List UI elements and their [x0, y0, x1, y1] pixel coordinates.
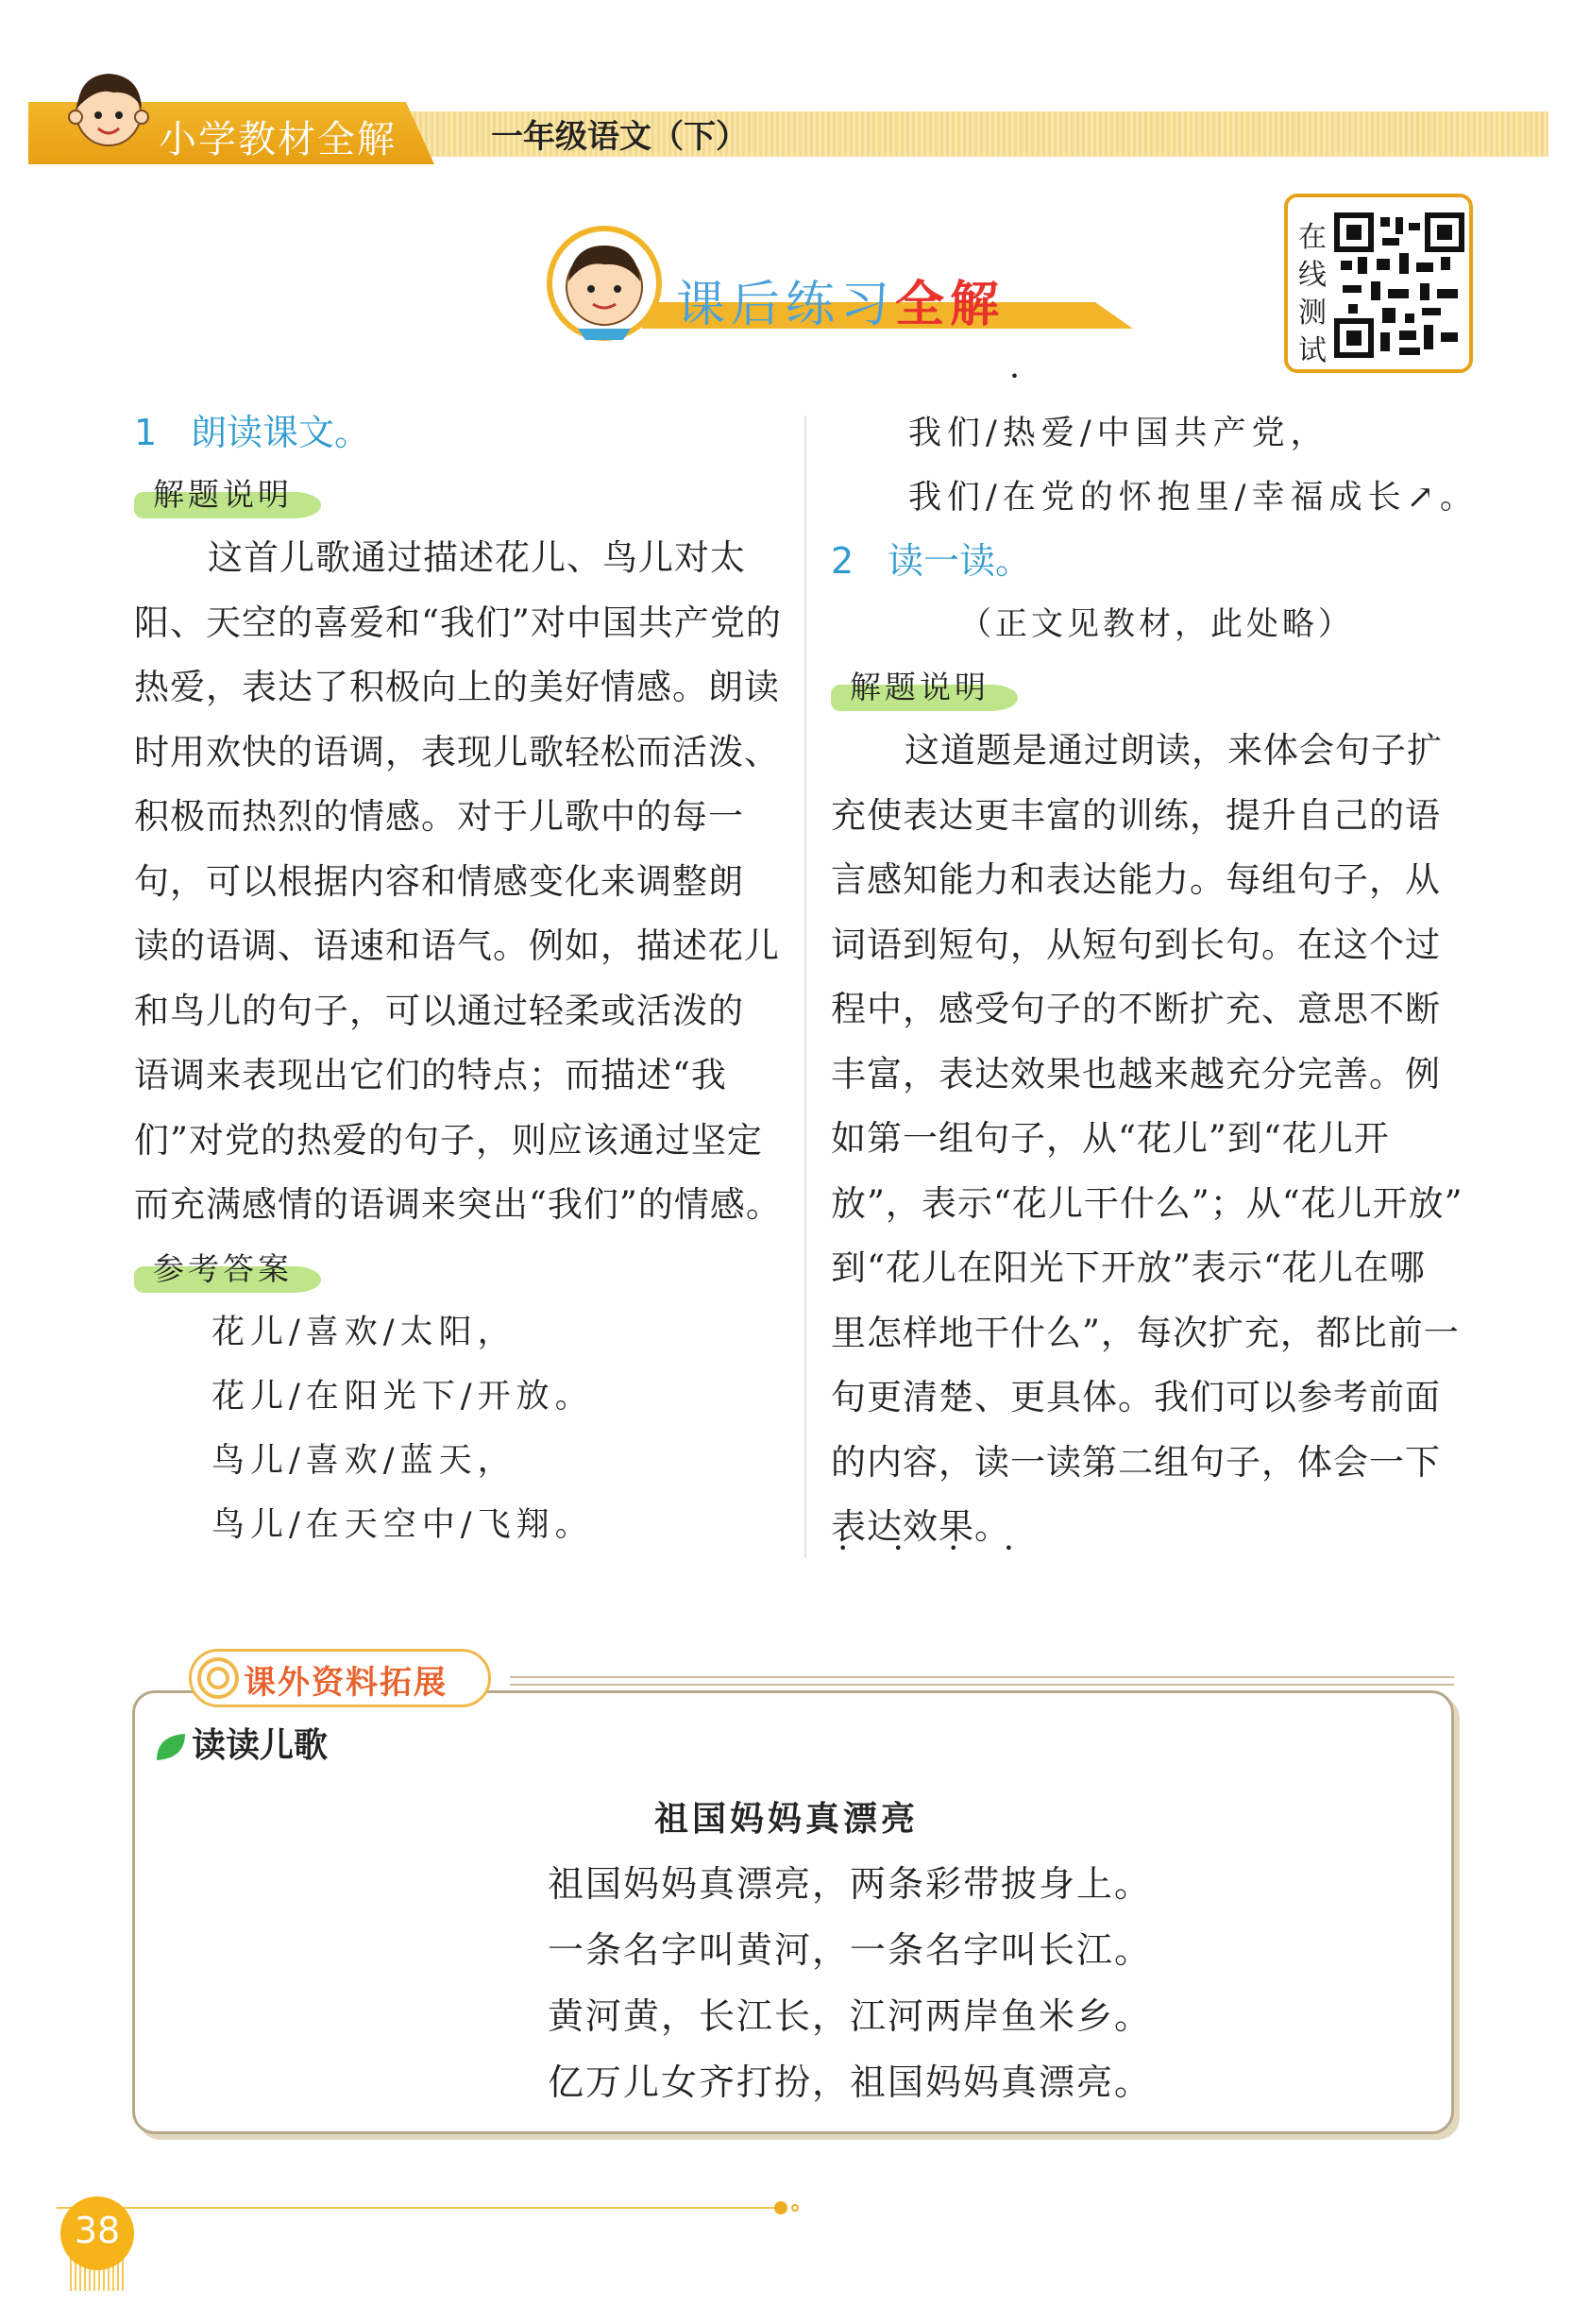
section-title-strong: 全解	[895, 277, 1006, 333]
text-line: 充使表达更丰富的训练，提升自己的语	[831, 794, 1441, 836]
question-1-title	[134, 401, 786, 464]
qr-label-char: 在	[1298, 221, 1327, 254]
question-2-title	[831, 530, 1482, 592]
left-column	[134, 401, 786, 1557]
section-title	[676, 264, 1005, 335]
text-line: 如第一组句子，从“花儿”到“花儿开	[831, 1118, 1390, 1159]
text-line: 放”，表示“花儿干什么”；从“花儿开放”	[831, 1182, 1463, 1224]
swirl-icon	[195, 1654, 242, 1702]
text-line: 到“花儿在阳光下开放”表示“花儿在哪	[831, 1247, 1426, 1288]
text-line: 句更清楚、更具体。我们可以参考前面	[831, 1377, 1441, 1417]
text-line: 这首儿歌通过描述花儿、鸟儿对太	[208, 537, 746, 578]
answer-line: 花儿/在阳光下/开放。	[211, 1377, 594, 1416]
text-line: 语调来表现出它们的特点；而描述“我	[134, 1055, 727, 1095]
question-text: 读一读。	[888, 540, 1032, 582]
text-line: 丰富，表达效果也越来越充分完善。例	[831, 1053, 1441, 1094]
text-line: 积极而热烈的情感。对于儿歌中的每一	[134, 796, 744, 837]
footer-dot	[791, 2204, 799, 2212]
section-title-main: 课后练习	[676, 277, 896, 333]
question-text: 朗读课文。	[191, 412, 371, 453]
explain-tag: 解题说明	[831, 656, 1018, 719]
answer-line: 鸟儿/在天空中/飞翔。	[211, 1505, 594, 1544]
song-lines	[548, 1851, 1209, 2115]
extension-tag-label: 课外资料拓展	[244, 1664, 448, 1702]
answer-line: 鸟儿/喜欢/蓝天，	[211, 1441, 516, 1480]
song-line: 一条名字叫黄河，一条名字叫长江。	[548, 1929, 1153, 1971]
text-line: 这道题是通过朗读，来体会句子扩	[905, 730, 1443, 771]
page-number: 38	[74, 2210, 121, 2251]
song-title: 祖国妈妈真漂亮	[653, 1800, 919, 1839]
text-line: 阳、天空的喜爱和“我们”对中国共产党的	[134, 602, 782, 643]
explanation-paragraph	[134, 526, 786, 1238]
qr-label-char: 测	[1298, 297, 1327, 330]
emphasis-dots: 幸福成长 • • • •	[1252, 479, 1407, 517]
column-divider	[804, 416, 806, 1558]
text-line: 程中，感受句子的不断扩充、意思不断	[831, 989, 1441, 1029]
song-line: 祖国妈妈真漂亮，两条彩带披身上。	[548, 1863, 1153, 1905]
explanation-paragraph	[831, 719, 1482, 1560]
text-line: 里怎样地干什么”，每次扩充，都比前一	[831, 1312, 1460, 1353]
song-line: 黄河黄，长江长，江河两岸鱼米乡。	[548, 1995, 1153, 2037]
qr-code-icon[interactable]	[1333, 210, 1465, 361]
footer-dot	[774, 2201, 787, 2214]
song-line: 亿万儿女齐打扮，祖国妈妈真漂亮。	[548, 2061, 1153, 2103]
text-line: 表达效果。	[831, 1506, 1010, 1547]
text-line: 而充满感情的语调来突出“我们”的情感。	[134, 1184, 782, 1225]
text-line: 的内容，读一读第二组句子，体会一下	[831, 1441, 1441, 1483]
question-number: 1	[134, 412, 158, 453]
text-line: 词语到短句，从短句到长句。在这个过	[831, 924, 1441, 965]
extension-subtitle: 读读儿歌	[192, 1726, 329, 1765]
explain-tag: 解题说明	[134, 464, 321, 526]
text-line: 热爱，表达了积极向上的美好情感。朗读	[134, 667, 780, 707]
qr-label-char: 试	[1298, 334, 1327, 367]
answer-line: 我们/在党的怀抱里/幸福成长 • • • •↗。	[831, 466, 1482, 530]
brand-name: 小学教材全解	[159, 118, 397, 161]
text-line: 读的语调、语速和语气。例如，描述花儿	[134, 925, 780, 966]
text-line: 句，可以根据内容和情感变化来调整朗	[134, 860, 744, 902]
emphasis-dots: 热爱 • •	[1003, 415, 1080, 452]
book-title: 一年级语文（下）	[491, 118, 748, 156]
answer-tag: 参考答案	[134, 1238, 321, 1300]
text-line: 时用欢快的语调，表现儿歌轻松而活泼、	[134, 731, 780, 772]
answer-line: 我们/热爱 • •/中国共产党，	[831, 401, 1482, 466]
extension-rule	[510, 1676, 1454, 1686]
qr-label	[1295, 219, 1329, 370]
question-number: 2	[831, 540, 854, 582]
footer-rule	[57, 2207, 774, 2209]
question-note: （正文见教材，此处略）	[959, 605, 1354, 643]
text-line: 和鸟儿的句子，可以通过轻柔或活泼的	[134, 990, 744, 1031]
text-line: 言感知能力和表达能力。每组句子，从	[831, 859, 1441, 900]
leaf-icon	[153, 1730, 189, 1766]
answer-list	[134, 1300, 786, 1557]
child-mascot-icon	[57, 59, 161, 162]
answer-line: 花儿/喜欢/太阳，	[211, 1313, 516, 1351]
qr-label-char: 线	[1298, 259, 1327, 292]
text-line: 们”对党的热爱的句子，则应该通过坚定	[134, 1119, 763, 1161]
right-column	[831, 401, 1482, 1560]
